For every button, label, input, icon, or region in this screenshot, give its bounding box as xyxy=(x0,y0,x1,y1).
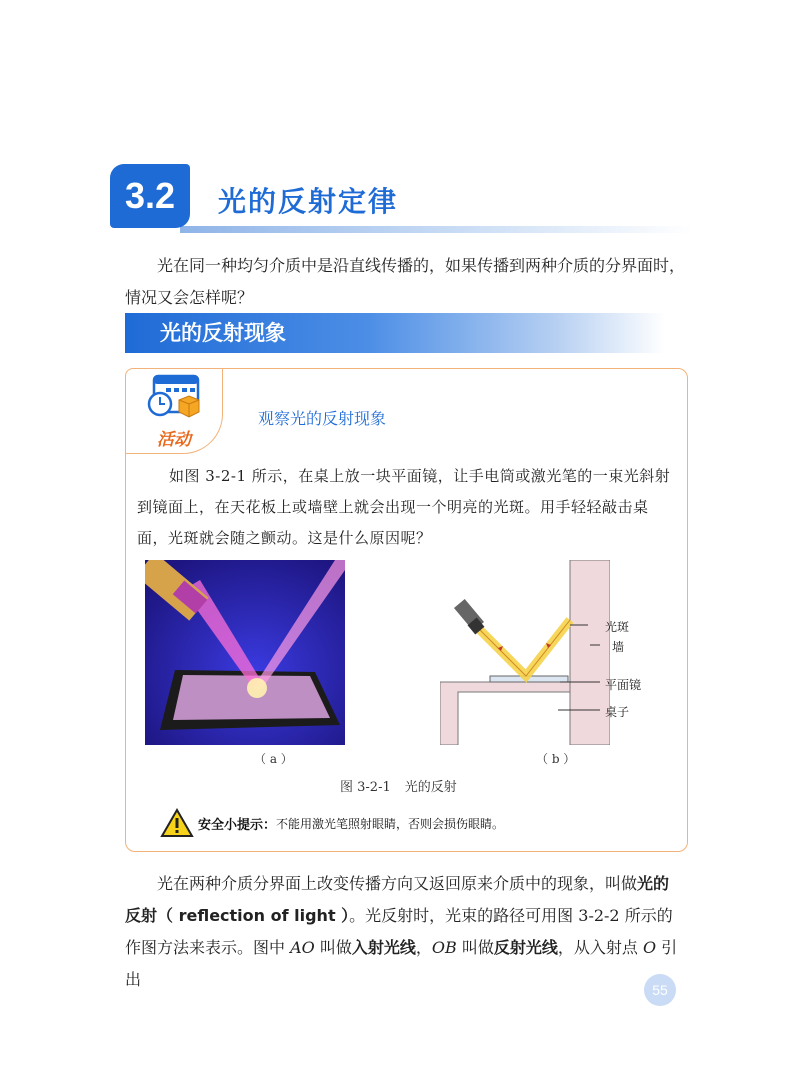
symbol-ao: AO xyxy=(290,938,315,957)
activity-title: 观察光的反射现象 xyxy=(258,409,387,428)
label-wall: 墙 xyxy=(612,640,625,654)
reflection-diagram xyxy=(440,560,610,745)
figure-caption xyxy=(340,776,471,795)
body-text: 引出 xyxy=(125,938,678,989)
body-text: 叫做 xyxy=(314,938,352,957)
label-light-spot: 光斑 xyxy=(605,620,630,634)
symbol-o: O xyxy=(642,938,657,957)
page-number: 55 xyxy=(644,974,676,1006)
label-table: 桌子 xyxy=(605,705,630,719)
activity-text: 如图 3-2-1 所示，在桌上放一块平面镜，让手电筒或激光笔的一束光斜射到镜面上，在天花板上或墙壁上就会出现一个明亮的光斑。用手轻轻敲击桌面，光斑就会随之颤动。这是什么原因呢？ xyxy=(137,467,671,547)
subsection-title: 光的反射现象 xyxy=(160,321,286,345)
activity-label: 活动 xyxy=(157,430,191,450)
body-text: 光在两种介质分界面上改变传播方向又返回原来介质中的现象，叫做 xyxy=(157,874,638,893)
safety-label: 安全小提示： xyxy=(198,817,277,833)
body-text: ，从入射点 xyxy=(557,938,643,957)
figure-number: 图 3-2-1 xyxy=(340,780,391,795)
calendar-clock-icon xyxy=(146,372,202,422)
term-reflection: 光的反射 xyxy=(125,874,670,925)
body-text: 叫做 xyxy=(456,938,494,957)
section-title: 光的反射定律 xyxy=(218,185,399,218)
safety-tip xyxy=(160,808,504,838)
figure-label-a: （ a ） xyxy=(254,752,293,766)
laser-reflection-photo xyxy=(145,560,345,745)
term-reflection-en: （ reflection of light ） xyxy=(157,906,350,925)
term-incident-ray: 入射光线 xyxy=(351,938,416,957)
warning-icon xyxy=(160,808,194,838)
body-text: 。光反射时，光束的路径可用图 3-2-2 所示的作图方法来表示。图中 xyxy=(125,906,673,957)
section-number: 3.2 xyxy=(110,164,190,228)
section-underline xyxy=(180,226,692,233)
symbol-ob: OB xyxy=(431,938,457,957)
body-text: ， xyxy=(415,938,432,957)
figure-caption-text: 光的反射 xyxy=(404,780,457,795)
intro-paragraph: 光在同一种均匀介质中是沿直线传播的，如果传播到两种介质的分界面时，情况又会怎样呢？ xyxy=(125,256,686,307)
term-reflected-ray: 反射光线 xyxy=(493,938,558,957)
figure-label-b: （ b ） xyxy=(536,752,576,766)
body-paragraph xyxy=(125,868,685,996)
label-mirror: 平面镜 xyxy=(605,678,642,692)
safety-text: 不能用激光笔照射眼睛，否则会损伤眼睛。 xyxy=(276,816,505,831)
